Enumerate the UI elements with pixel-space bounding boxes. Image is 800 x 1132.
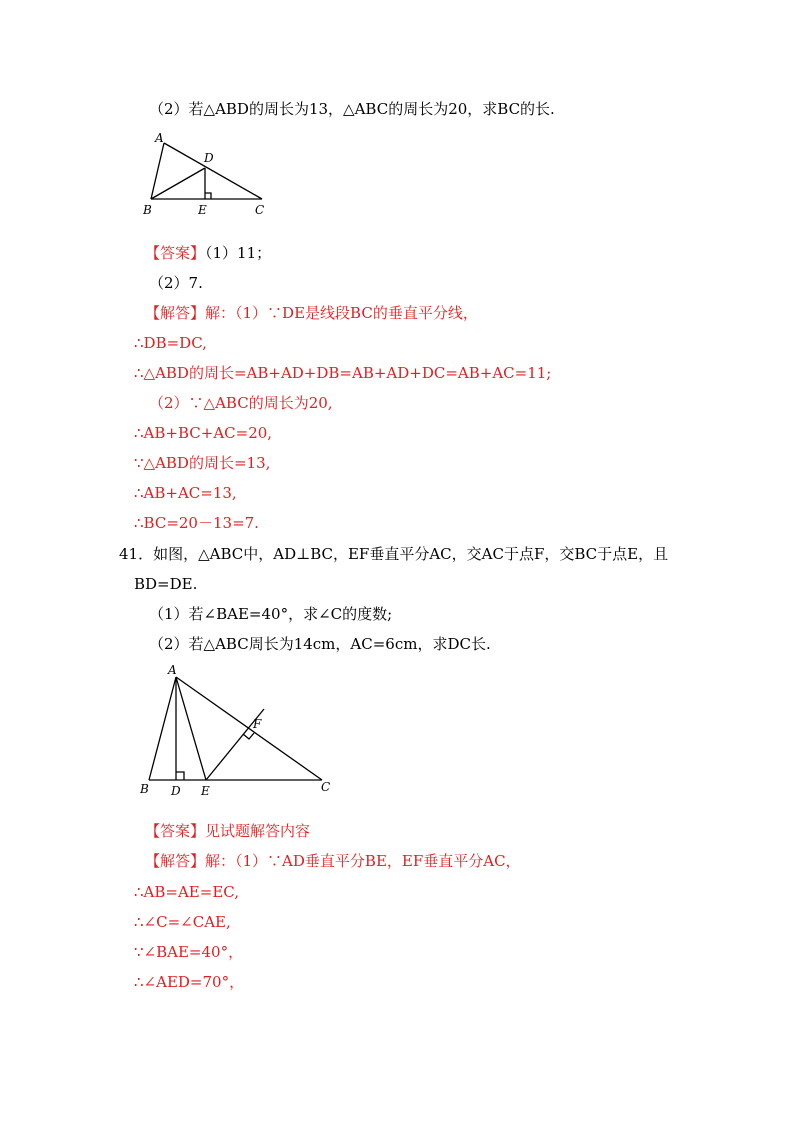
solution-41-line-0 [145,851,521,871]
solution-line-5: ∵△ABD的周长=13, [134,454,271,472]
right-angle-mark-D [176,772,184,780]
right-angle-mark-F [243,733,254,739]
label-A: A [168,663,177,677]
question-40-part2: （2）若△ABD的周长为13，△ABC的周长为20，求BC的长. [149,100,555,118]
solution-line-6: ∴AB+AC=13, [134,484,237,502]
solution-41-line-1: ∴AB=AE=EC, [134,883,239,901]
label-D: D [204,151,214,165]
label-C: C [255,203,265,217]
solution-text: 解：（1）∵DE是线段BC的垂直平分线， [205,304,478,322]
solution-line-1: ∴DB=DC, [134,334,207,352]
answer-tag: 【答案】 [145,822,206,840]
label-E: E [198,203,207,217]
solution-line-2: ∴△ABD的周长=AB+AD+DB=AB+AD+DC=AB+AC=11; [134,364,552,382]
solution-line-4: ∴AB+BC+AC=20, [134,424,273,442]
triangle-figure-1 [140,128,280,218]
question-41-part2: （2）若△ABC周长为14cm，AC=6cm，求DC长. [149,635,491,653]
solution-41-line-3: ∵∠BAE=40°， [134,943,244,961]
question-41-part1: （1）若∠BAE=40°，求∠C的度数; [149,605,393,623]
solution-line-7: ∴BC=20－13=7. [134,514,259,532]
label-A: A [155,131,164,145]
solution-41-line-2: ∴∠C=∠CAE, [134,913,231,931]
question-41-line-1: BD=DE. [134,575,198,593]
solution-tag: 【解答】 [145,852,206,870]
label-B: B [140,782,149,796]
solution-text: 解：（1）∵AD垂直平分BE，EF垂直平分AC， [205,852,521,870]
answer-line-41 [145,821,310,841]
label-E: E [201,784,210,798]
answer-line-1 [145,243,271,263]
solution-line-3: （2）∵△ABC的周长为20, [149,394,333,412]
label-D: D [171,784,181,798]
label-F: F [253,717,262,731]
solution-41-line-4: ∴∠AED=70°， [134,973,245,991]
answer-tag: 【答案】 [145,244,206,262]
answer-text: 见试题解答内容 [205,822,311,840]
solution-line-0 [145,303,478,323]
segment-AE [176,677,206,780]
segment-AB [151,143,164,199]
question-41-line-0: 41．如图，△ABC中，AD⊥BC，EF垂直平分AC，交AC于点F，交BC于点E，且 [119,545,669,563]
label-B: B [143,203,152,217]
segment-BD [151,168,205,199]
solution-tag: 【解答】 [145,304,206,322]
segment-AB [149,677,176,780]
triangle-figure-2 [135,660,345,800]
answer-line-2: （2）7. [149,274,203,292]
right-angle-mark [205,193,211,199]
answer-text: （1）11； [205,244,272,262]
segment-AC [176,677,322,780]
label-C: C [321,780,331,794]
